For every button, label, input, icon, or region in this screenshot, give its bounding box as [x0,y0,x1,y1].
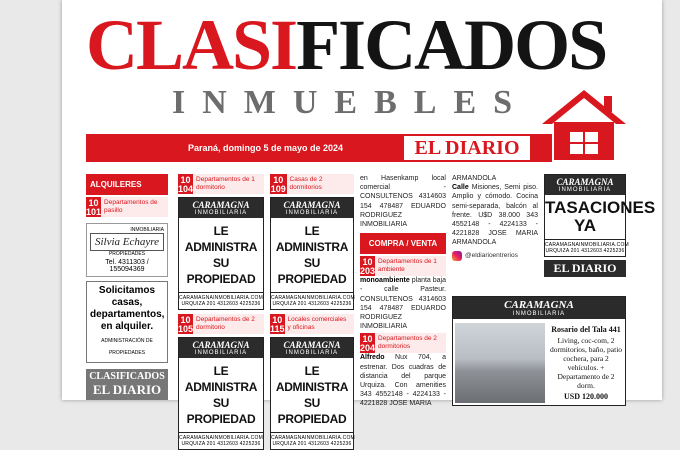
category-code [360,256,446,276]
clasbox-line1: CLASIFICADOS [89,371,165,382]
category-label: Departamentos de 2 dormitorio [196,316,255,331]
house-icon [540,88,628,162]
category-label: Departamentos de 1 ambiente [378,258,437,274]
ad-brand-sub: INMOBILIARIA [285,350,339,356]
tasaciones-headline: TASACIONES YA [545,198,656,235]
ad-brand: CARAMAGNA [192,200,250,210]
column-alquileres [86,174,168,400]
property-title: Rosario del Tala 441 [551,325,621,334]
category-number: 10 115 [270,315,285,334]
brand-label: EL DIARIO [404,136,530,160]
listing-body: Misiones, Semi piso. Amplio y cómodo. Cocina semi-separada, balcón al frente. U$D 38.000 343 4552148 - 4224133 - 4221828 JOSE MARIA ARMANDOLA [452,184,538,247]
category-label: Departamentos de 2 dormitorios [378,335,437,351]
category-code [178,314,264,334]
ad-headline: LE ADMINISTRA SU PROPIEDAD [275,364,349,426]
issue-date: Paraná, domingo 5 de mayo de 2024 [188,143,344,153]
ad-brand-sub: INMOBILIARIA [194,350,248,356]
ad-brand-sub: INMOBILIARIA [194,210,248,216]
date-bar [86,134,552,162]
listing-text: en Hasenkamp local comercial - CONSULTENOS 4314603 154 478487 EDUARDO RODRIGUEZ INMOBILIARIA [360,175,446,229]
listing-text: ARMANDOLA [452,175,497,182]
category-number: 10 101 [86,198,102,217]
property-details: Living, coc-com, 2 dormitorios, baño, patio cochera, para 2 vehículos. + Departamento de 2 dorm. [549,336,623,390]
column-4 [360,174,446,409]
tasaciones-ad [544,174,656,257]
section-header-alquileres: ALQUILERES [86,174,168,195]
ad-address: URQUIZA 201 4312603 4225236 [181,441,261,447]
category-label: Departamentos de pasillo [104,199,158,214]
column-6 [544,174,656,277]
instagram-text: @eldiarioentrerios [465,252,518,260]
column-2 [178,174,264,450]
ad-brand-sub: INMOBILIARIA [558,187,612,193]
ad-web: CARAMAGNAINMOBILIARIA.COM [271,295,355,301]
category-label: Departamentos de 1 dormitorio [196,176,255,191]
category-code [360,333,446,353]
solicit-text: Solicitamos casas, departamentos, en alquiler. [90,285,165,332]
newspaper-page [62,0,662,447]
instagram-handle[interactable] [452,251,538,261]
ad-web: CARAMAGNAINMOBILIARIA.COM [271,435,355,441]
ad-brand: CARAMAGNA [192,340,250,350]
listing-lead: Calle [452,184,469,192]
caramagna-ad [178,197,264,310]
clasificados-box [86,369,168,400]
category-code [270,174,354,194]
category-number: 10 104 [178,175,194,194]
ad-headline: LE ADMINISTRA SU PROPIEDAD [275,224,349,286]
clasbox-line2: EL DIARIO [92,382,162,397]
el-diario-footer: EL DIARIO [544,260,626,277]
category-label: Casas de 2 dormitorios [289,176,323,191]
solicit-ad [86,281,168,363]
masthead-title [86,5,607,85]
ad-address: URQUIZA 201 4312603 4225236 [272,441,352,447]
property-photo [455,323,545,403]
masthead-title-red: CLASI [86,5,297,85]
category-number: 10 109 [270,175,286,194]
listing-text [360,353,446,408]
property-info [549,325,623,401]
ad-web: CARAMAGNAINMOBILIARIA.COM [179,435,263,441]
ad-brand: CARAMAGNA [283,340,341,350]
ad-address: URQUIZA 201 4312603 4225236 [545,248,625,254]
category-label: Locales comerciales y oficinas [287,316,347,331]
ad-web: CARAMAGNAINMOBILIARIA.COM [545,242,629,248]
section-header-compra-venta: COMPRA / VENTA [360,233,446,254]
ad-brand-sub: INMOBILIARIA [512,311,566,317]
instagram-icon [452,251,462,261]
category-code [270,314,354,334]
ad-brand: CARAMAGNA [556,177,614,187]
caramagna-ad [270,337,354,450]
category-number: 10 204 [360,334,376,354]
ad-address: URQUIZA 201 4312603 4225236 [272,301,352,307]
listing-body: Nux 704, a estrenar. Dos cuadras de distancia del parque Urquiza. Con amenities 343 4552148 - 4224133 - 4221828 JOSE MARIA [360,354,446,408]
property-price: USD 120.000 [563,392,608,401]
caramagna-ad [270,197,354,310]
column-5 [452,174,538,261]
category-code [86,197,168,217]
ad-brand: CARAMAGNA [283,200,341,210]
property-photo-ad [452,296,626,406]
column-3 [270,174,354,450]
listing-text [452,183,538,247]
ad-headline: LE ADMINISTRA SU PROPIEDAD [184,364,258,426]
ad-brand: CARAMAGNA [504,299,574,311]
ad-address: URQUIZA 201 4312603 4225236 [181,301,261,307]
solicit-fine: ADMINISTRACIÓN DE PROPIEDADES [101,338,153,356]
listing-body: planta baja - calle Pasteur. CONSULTENOS 4314603 154 478487 EDUARDO RODRIGUEZ INMOBILIARIA [360,277,446,331]
category-number: 10 105 [178,315,194,334]
echayre-name: Silvia Echayre [90,233,164,251]
echayre-ad [86,223,168,277]
masthead-subtitle: INMUEBLES [172,84,530,121]
ad-web: CARAMAGNAINMOBILIARIA.COM [179,295,263,301]
listing-lead: Alfredo [360,354,385,362]
ad-brand-sub: INMOBILIARIA [285,210,339,216]
echayre-sub: PROPIEDADES [108,251,146,257]
caramagna-ad [178,337,264,450]
echayre-phone: Tel. 4311303 / 155094369 [105,259,149,273]
echayre-tag: INMOBILIARIA [130,227,164,233]
listing-lead: monoambiente [360,277,410,285]
listing-text [360,276,446,331]
category-code [178,174,264,194]
ad-headline: LE ADMINISTRA SU PROPIEDAD [184,224,258,286]
category-number: 10 203 [360,257,376,277]
masthead-title-black: FICADOS [296,5,607,85]
